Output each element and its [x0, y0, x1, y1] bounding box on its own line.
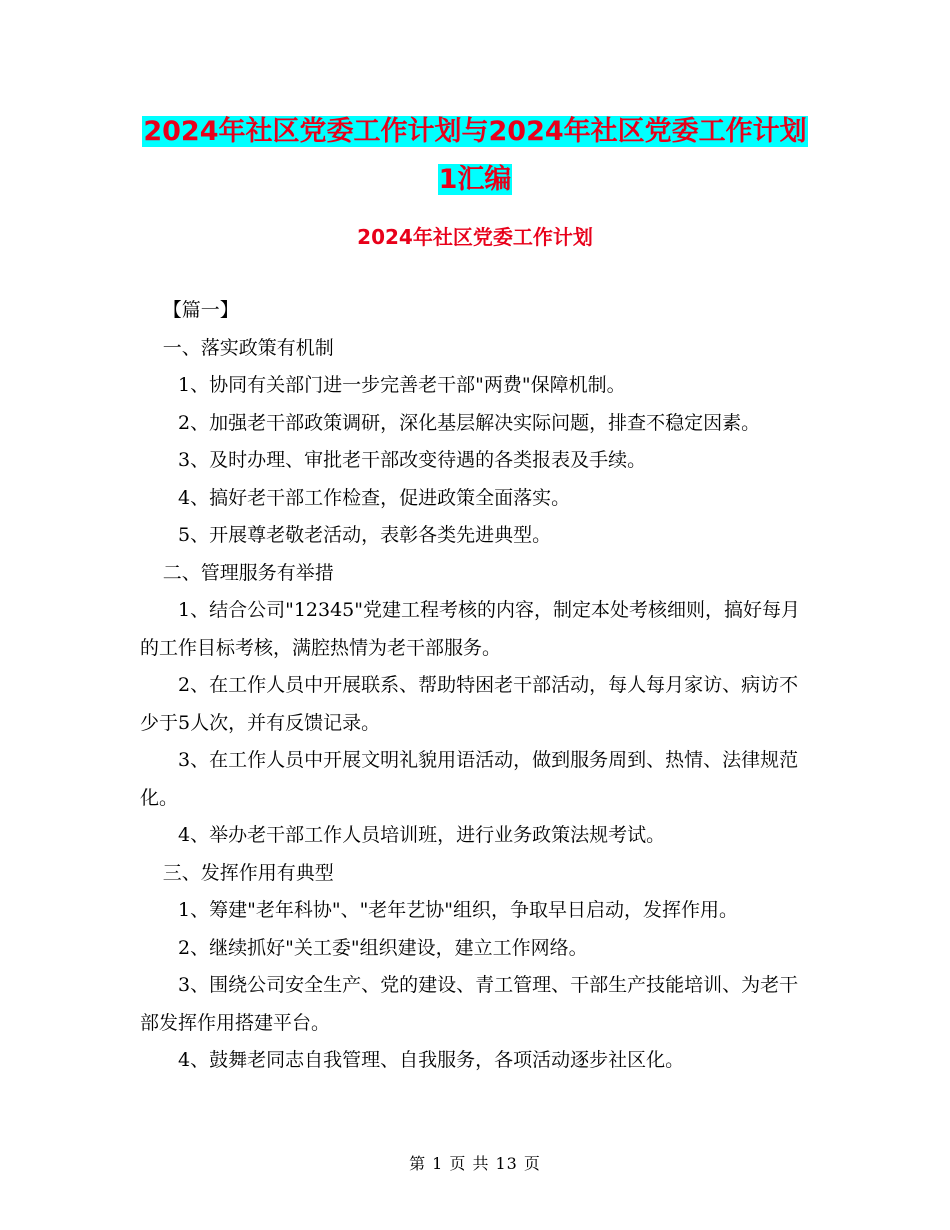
section-heading: 二、管理服务有举措 — [162, 561, 334, 584]
page-total: 13 — [495, 1154, 518, 1173]
paragraph: 3、及时办理、审批老干部改变待遇的各类报表及手续。 — [178, 449, 647, 471]
section-title: 2024年社区党委工作计划 — [357, 225, 593, 249]
page-footer — [0, 1152, 950, 1176]
paragraph: 2、在工作人员中开展联系、帮助特困老干部活动，每人每月家访、病访不少于5人次，并有反馈记录。 — [140, 674, 799, 734]
document-title — [140, 108, 810, 204]
page-number: 1 — [432, 1154, 444, 1173]
paragraph: 4、搞好老干部工作检查，促进政策全面落实。 — [178, 486, 571, 509]
page-suffix: 页 — [523, 1154, 541, 1173]
paragraph: 1、协同有关部门进一步完善老干部"两费"保障机制。 — [178, 374, 626, 396]
paragraph: 1、结合公司"12345"党建工程考核的内容，制定本处考核细则，搞好每月的工作目标考核，满腔热情为老干部服务。 — [140, 599, 801, 659]
document-title-line1: 2024年社区党委工作计划与2024年社区党委工作计划 — [143, 116, 807, 147]
document-title-line2: 1汇编 — [438, 164, 512, 195]
page-prefix: 第 — [409, 1154, 427, 1173]
paragraph: 3、在工作人员中开展文明礼貌用语活动，做到服务周到、热情、法律规范化。 — [140, 749, 799, 809]
document-body — [140, 292, 812, 1080]
part-label: 【篇一】 — [162, 299, 239, 321]
section-heading: 三、发挥作用有典型 — [162, 861, 334, 884]
paragraph: 5、开展尊老敬老活动，表彰各类先进典型。 — [178, 524, 552, 546]
page-mid: 页 共 — [449, 1154, 490, 1173]
paragraph: 4、举办老干部工作人员培训班，进行业务政策法规考试。 — [178, 824, 666, 846]
paragraph: 3、围绕公司安全生产、党的建设、青工管理、干部生产技能培训、为老干部发挥作用搭建平台。 — [140, 974, 799, 1034]
paragraph: 1、筹建"老年科协"、"老年艺协"组织，争取早日启动，发挥作用。 — [178, 899, 739, 921]
paragraph: 2、继续抓好"关工委"组织建设，建立工作网络。 — [178, 936, 588, 959]
paragraph: 4、鼓舞老同志自我管理、自我服务，各项活动逐步社区化。 — [178, 1049, 685, 1071]
section-heading: 一、落实政策有机制 — [162, 336, 334, 359]
paragraph: 2、加强老干部政策调研，深化基层解决实际问题，排查不稳定因素。 — [178, 411, 761, 434]
